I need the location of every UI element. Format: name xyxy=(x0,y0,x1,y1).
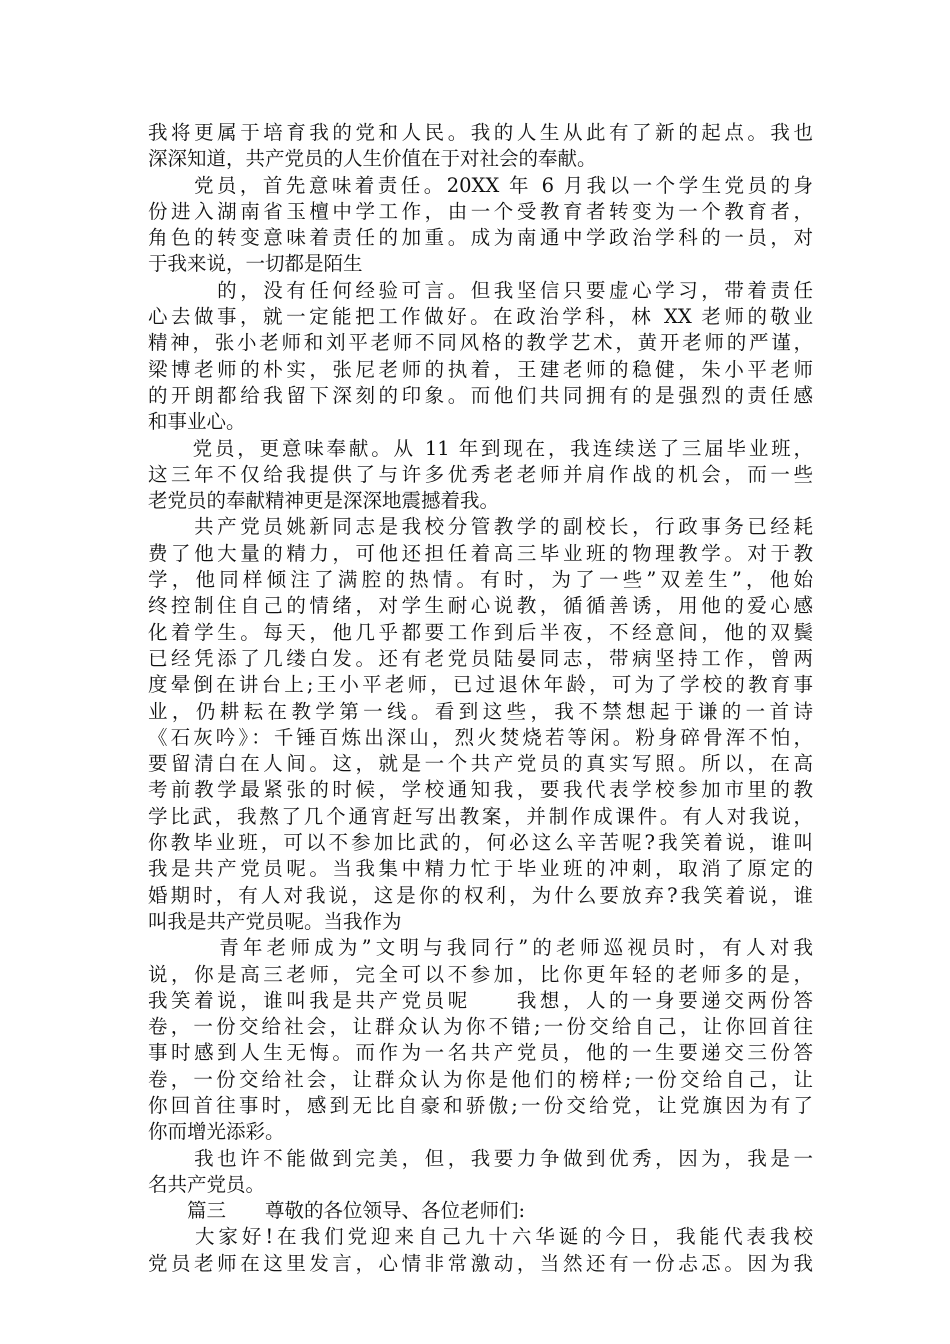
text-line: 深深知道，共产党员的人生价值在于对社会的奉献。 xyxy=(148,147,597,171)
text-line: 党员老师在这里发言，心情非常激动，当然还有一份忐忑。因为我 xyxy=(148,1251,813,1275)
text-line: 要留清白在人间。这，就是一个共产党员的真实写照。所以，在高 xyxy=(148,752,813,776)
document-body xyxy=(148,120,813,1277)
text-line: 叫我是共产党员呢。当我作为 xyxy=(148,909,402,933)
text-line: 这三年不仅给我提供了与许多优秀老老师并肩作战的机会，而一些 xyxy=(148,462,813,486)
text-line: 我也许不能做到完美，但，我要力争做到优秀，因为，我是一 xyxy=(148,1146,813,1170)
text-line: 党员，首先意味着责任。20XX 年 6 月我以一个学生党员的身 xyxy=(148,173,813,197)
text-line: 梁博老师的朴实，张尼老师的执着，王建老师的稳健，朱小平老师 xyxy=(148,357,813,381)
text-line: 我笑着说，谁叫我是共产党员呢 我想，人的一身要递交两份答 xyxy=(148,988,813,1012)
text-line: 大家好!在我们党迎来自己九十六华诞的今日，我能代表我校 xyxy=(148,1225,813,1249)
text-line: 的，没有任何经验可言。但我坚信只要虚心学习，带着责任 xyxy=(148,278,813,302)
text-line: 我是共产党员呢。当我集中精力忙于毕业班的冲刺，取消了原定的 xyxy=(148,857,813,881)
text-line: 的开朗都给我留下深刻的印象。而他们共同拥有的是强烈的责任感 xyxy=(148,383,813,407)
text-line: 考前教学最紧张的时候，学校通知我，要我代表学校参加市里的教 xyxy=(148,778,813,802)
text-line: 终控制住自己的情绪，对学生耐心说教，循循善诱，用他的爱心感 xyxy=(148,594,813,618)
text-line: 共产党员姚新同志是我校分管教学的副校长，行政事务已经耗 xyxy=(148,515,813,539)
text-line: 我将更属于培育我的党和人民。我的人生从此有了新的起点。我也 xyxy=(148,121,813,144)
text-line: 学比武，我熬了几个通宵赶写出教案，并制作成课件。有人对我说， xyxy=(148,804,813,828)
text-line: 你回首往事时，感到无比自豪和骄傲;一份交给党，让党旗因为有了 xyxy=(148,1093,813,1117)
text-line: 婚期时，有人对我说，这是你的权利，为什么要放弃?我笑着说，谁 xyxy=(148,883,813,907)
text-line: 老党员的奉献精神更是深深地震撼着我。 xyxy=(148,489,500,513)
text-line: 精神，张小老师和刘平老师不同风格的教学艺术，黄开老师的严谨， xyxy=(148,331,813,355)
text-line: 于我来说，一切都是陌生 xyxy=(148,252,363,276)
text-line: 事时感到人生无悔。而作为一名共产党员，他的一生要递交三份答 xyxy=(148,1041,813,1065)
text-line: 卷，一份交给社会，让群众认为你是他们的榜样;一份交给自己，让 xyxy=(148,1067,813,1091)
text-line: 你而增光添彩。 xyxy=(148,1120,285,1144)
text-line: 费了他大量的精力，可他还担任着高三毕业班的物理教学。对于教 xyxy=(148,541,813,565)
text-line: 卷，一份交给社会，让群众认为你不错;一份交给自己，让你回首往 xyxy=(148,1015,813,1039)
text-line: 党员，更意味奉献。从 11 年到现在，我连续送了三届毕业班， xyxy=(148,436,813,460)
text-line: 和事业心。 xyxy=(148,410,246,434)
text-line: 心去做事，就一定能把工作做好。在政治学科，林 XX 老师的敬业 xyxy=(148,305,813,329)
text-line: 《石灰吟》：千锤百炼出深山，烈火焚烧若等闲。粉身碎骨浑不怕， xyxy=(148,725,813,749)
text-line: 化着学生。每天，他几乎都要工作到后半夜，不经意间，他的双鬓 xyxy=(148,620,813,644)
text-line: 已经凭添了几缕白发。还有老党员陆晏同志，带病坚持工作，曾两 xyxy=(148,646,813,670)
text-line: 度晕倒在讲台上;王小平老师，已过退休年龄，可为了学校的教育事 xyxy=(148,673,813,697)
text-line: 说，你是高三老师，完全可以不参加，比你更年轻的老师多的是， xyxy=(148,962,813,986)
text-line: 份进入湖南省玉檀中学工作，由一个受教育者转变为一个教育者， xyxy=(148,199,813,223)
section-heading: 篇三 尊敬的各位领导、各位老师们: xyxy=(148,1199,526,1223)
text-line: 你教毕业班，可以不参加比武的，何必这么辛苦呢?我笑着说，谁叫 xyxy=(148,831,813,855)
text-line: 业，仍耕耘在教学第一线。看到这些，我不禁想起于谦的一首诗 xyxy=(148,699,813,723)
text-line: 学，他同样倾注了满腔的热情。有时，为了一些”双差生”，他始 xyxy=(148,568,813,592)
text-line: 名共产党员。 xyxy=(148,1172,266,1196)
text-line: 青年老师成为”文明与我同行”的老师巡视员时，有人对我 xyxy=(148,936,813,960)
text-line: 角色的转变意味着责任的加重。成为南通中学政治学科的一员，对 xyxy=(148,226,813,250)
